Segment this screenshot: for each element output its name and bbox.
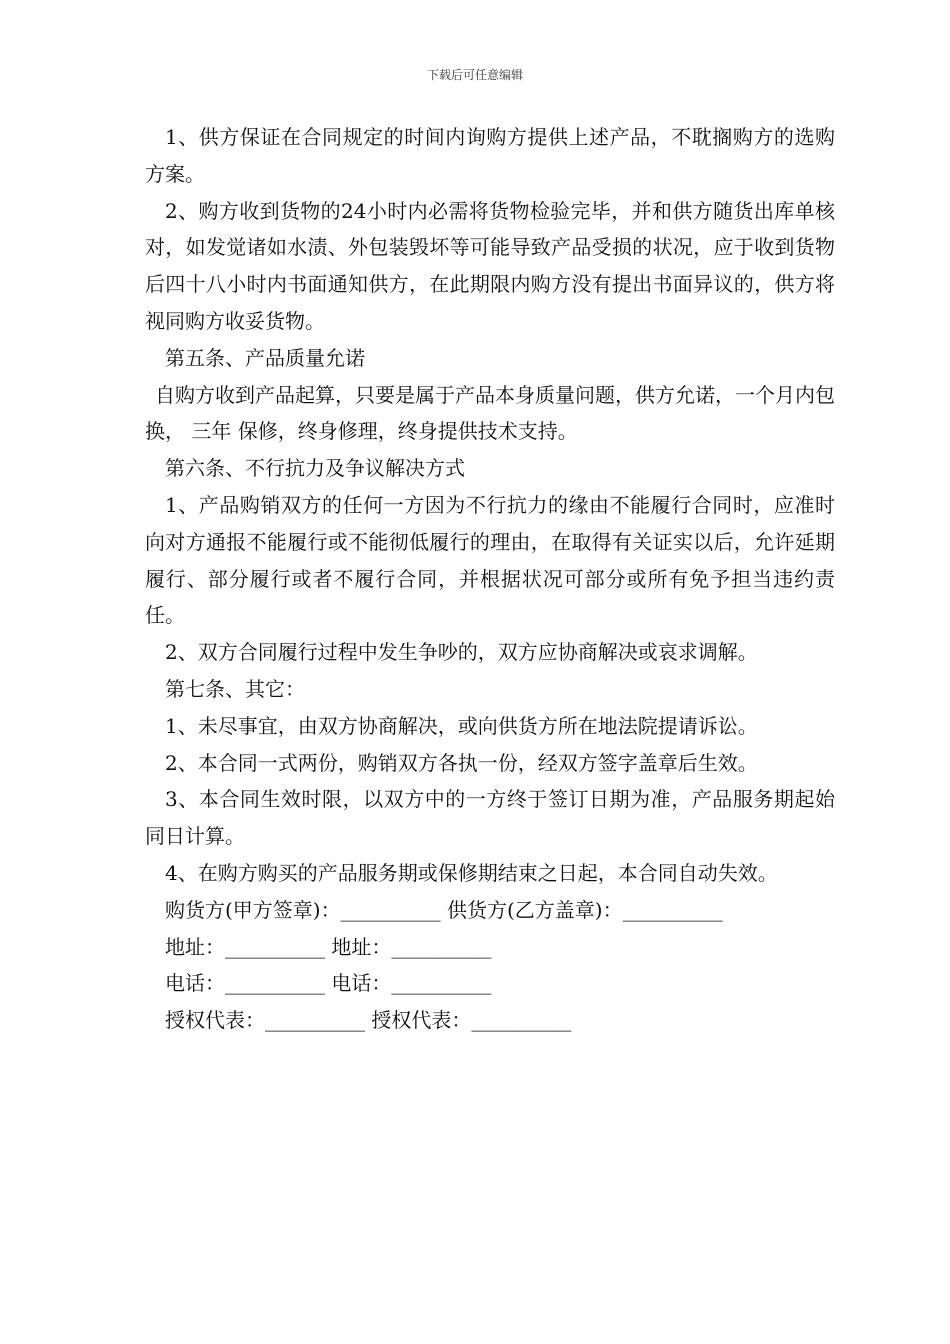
section-heading: 第五条、产品质量允诺 bbox=[165, 345, 365, 370]
clause-paragraph: 自购方收到产品起算，只要是属于产品本身质量问题，供方允诺，一个月内包换， 三年 保修，终身修理，终身提供技术支持。 bbox=[145, 382, 835, 444]
contract-body bbox=[145, 119, 835, 1039]
section-heading: 第七条、其它： bbox=[165, 676, 305, 701]
page-header-note: 下载后可任意编辑 bbox=[426, 68, 523, 82]
signature-row-phone: 电话：__________ 电话：__________ bbox=[165, 971, 492, 996]
clause-paragraph: 1、产品购销双方的任何一方因为不行抗力的缘由不能履行合同时，应准时向对方通报不能履行或不能彻低履行的理由，在取得有关证实以后，允许延期履行、部分履行或者不履行合同，并根据状况可部分或所有免予担当违约责任。 bbox=[145, 492, 835, 628]
section-heading: 第六条、不行抗力及争议解决方式 bbox=[165, 456, 465, 481]
signature-row-address: 地址：__________ 地址：__________ bbox=[165, 934, 492, 959]
clause-paragraph: 1、供方保证在合同规定的时间内询购方提供上述产品，不耽搁购方的选购方案。 bbox=[145, 125, 835, 186]
signature-row-parties: 购货方(甲方签章)：__________ 供货方(乙方盖章)：__________ bbox=[165, 897, 723, 922]
clause-paragraph: 3、本合同生效时限，以双方中的一方终于签订日期为准，产品服务期起始同日计算。 bbox=[145, 787, 835, 849]
clause-paragraph: 2、本合同一式两份，购销双方各执一份，经双方签字盖章后生效。 bbox=[165, 750, 758, 775]
clause-paragraph: 1、未尽事宜，由双方协商解决，或向供货方所在地法院提请诉讼。 bbox=[165, 713, 758, 738]
clause-paragraph: 2、购方收到货物的24小时内必需将货物检验完毕，并和供方随货出库单核对，如发觉诸如水渍、外包装毁坏等可能导致产品受损的状况，应于收到货物后四十八小时内书面通知供方，在此期限内购方没有提出书面异议的，供方将视同购方收妥货物。 bbox=[145, 198, 835, 333]
clause-paragraph: 2、双方合同履行过程中发生争吵的，双方应协商解决或哀求调解。 bbox=[165, 640, 758, 665]
signature-row-representative: 授权代表：__________ 授权代表：__________ bbox=[165, 1008, 572, 1033]
clause-paragraph: 4、在购方购买的产品服务期或保修期结束之日起，本合同自动失效。 bbox=[165, 860, 778, 885]
